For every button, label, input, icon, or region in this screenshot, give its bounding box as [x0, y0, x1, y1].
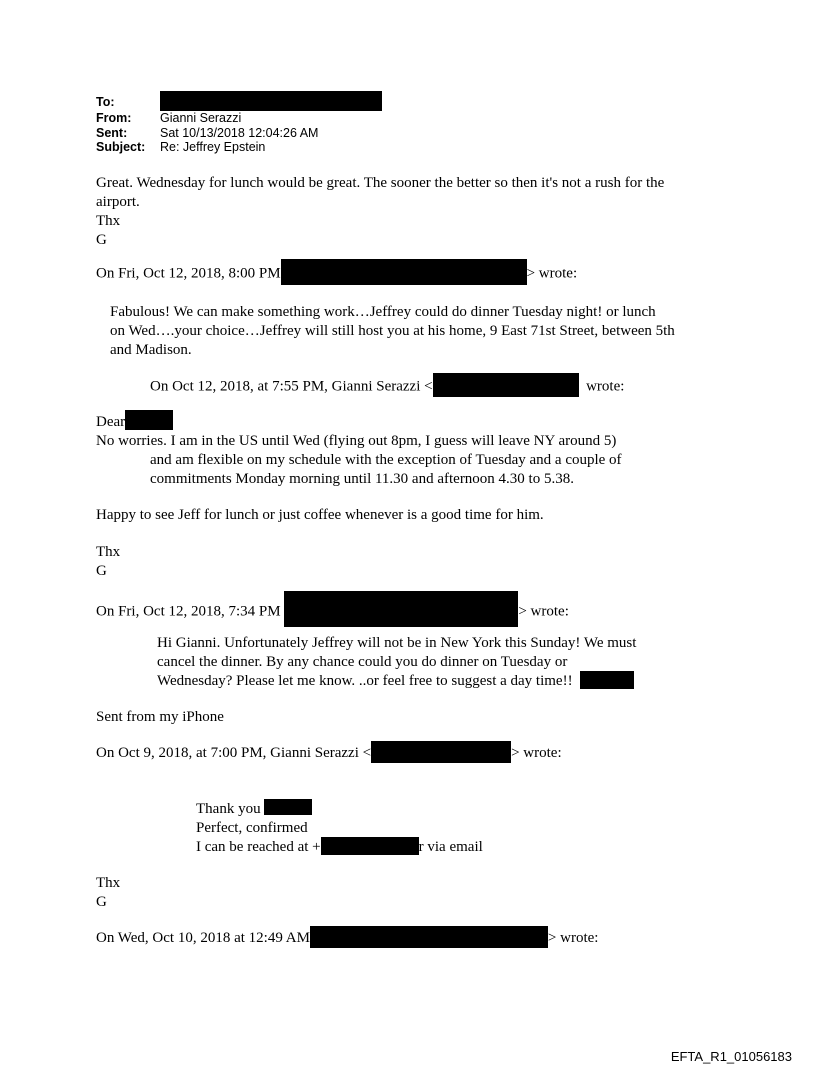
to-label: To: — [96, 95, 115, 109]
signature — [96, 543, 120, 581]
body-text: I can be reached at + — [196, 839, 321, 855]
body-line: Great. Wednesday for lunch would be great. The sooner the better so then it's not a rush for the — [96, 175, 665, 191]
quoted-message — [96, 413, 622, 489]
body-line: G — [96, 894, 107, 910]
body-line: Thx — [96, 875, 121, 891]
body-text: Thank you — [196, 801, 261, 817]
body-line: commitments Monday morning until 11.30 and afternoon 4.30 to 5.38. — [150, 471, 574, 487]
body-line: G — [96, 232, 107, 248]
body-line: and Madison. — [110, 342, 192, 358]
body-line: Fabulous! We can make something work…Jeffrey could do dinner Tuesday night! or lunch — [110, 304, 656, 320]
attribution-text: On Oct 12, 2018, at 7:55 PM, Gianni Serazzi < — [150, 378, 433, 395]
redaction-box — [160, 91, 382, 111]
body-line: on Wed….your choice…Jeffrey will still host you at his home, 9 East 71st Street, between 5th — [110, 323, 675, 339]
subject-label: Subject: — [96, 140, 146, 154]
attribution-text: On Oct 9, 2018, at 7:00 PM, Gianni Serazzi < — [96, 745, 372, 761]
redaction-box — [281, 259, 527, 285]
from-label: From: — [96, 111, 132, 125]
body-line — [196, 838, 483, 857]
from-row — [96, 111, 382, 126]
sent-label: Sent: — [96, 125, 128, 140]
quoted-message — [196, 800, 483, 857]
quoted-message — [110, 303, 675, 360]
quote-attribution — [96, 929, 598, 948]
redaction-box — [371, 741, 511, 763]
quote-attribution — [150, 377, 624, 397]
body-line: G — [96, 563, 107, 579]
quote-attribution — [96, 744, 562, 763]
attribution-suffix: wrote: — [586, 378, 625, 395]
attribution-text: On Fri, Oct 12, 2018, 7:34 PM — [96, 603, 281, 620]
redaction-box — [433, 373, 579, 397]
attribution-text: On Fri, Oct 12, 2018, 8:00 PM — [96, 265, 281, 282]
redaction-box — [264, 799, 312, 815]
redaction-box — [284, 591, 518, 627]
body-line: Thx — [96, 544, 121, 560]
document-id: EFTA_R1_01056183 — [670, 1049, 792, 1064]
sent-from: Sent from my iPhone — [96, 709, 224, 725]
subject-value: Re: Jeffrey Epstein — [160, 140, 266, 154]
body-line: Hi Gianni. Unfortunately Jeffrey will not be in New York this Sunday! We must — [157, 635, 637, 651]
attribution-text: On Wed, Oct 10, 2018 at 12:49 AM — [96, 930, 310, 946]
email-header — [96, 95, 382, 155]
attribution-suffix: > wrote: — [526, 265, 578, 282]
quote-attribution — [96, 597, 569, 627]
quoted-message — [157, 634, 636, 691]
body-line: Perfect, confirmed — [196, 820, 308, 836]
sent-row — [96, 126, 382, 141]
body-line — [157, 672, 636, 691]
body-line: airport. — [96, 194, 140, 210]
redaction-box — [125, 410, 173, 430]
body-line: Thx — [96, 213, 121, 229]
body-text: r via email — [418, 839, 483, 855]
body-line: No worries. I am in the US until Wed (flying out 8pm, I guess will leave NY around 5) — [96, 433, 617, 449]
body-line: cancel the dinner. By any chance could you do dinner on Tuesday or — [157, 654, 568, 670]
attribution-suffix: > wrote: — [547, 930, 599, 946]
body-text: Wednesday? Please let me know. ..or feel free to suggest a day time!! — [157, 673, 573, 689]
from-value: Gianni Serazzi — [160, 111, 242, 125]
salutation-line — [96, 413, 622, 432]
sent-value: Sat 10/13/2018 12:04:26 AM — [160, 125, 319, 140]
quote-attribution — [96, 263, 577, 285]
redaction-box — [321, 837, 419, 855]
salutation: Dear — [96, 414, 126, 430]
signature — [96, 874, 120, 912]
attribution-suffix: > wrote: — [511, 745, 562, 761]
body-line: and am flexible on my schedule with the exception of Tuesday and a couple of — [150, 452, 622, 468]
redaction-box — [580, 671, 634, 689]
to-row — [96, 95, 382, 111]
attribution-suffix: > wrote: — [518, 603, 569, 620]
reply-body — [96, 174, 664, 250]
body-line: Happy to see Jeff for lunch or just coffee whenever is a good time for him. — [96, 507, 544, 523]
redaction-box — [310, 926, 548, 948]
body-line — [196, 800, 483, 819]
subject-row — [96, 140, 382, 155]
